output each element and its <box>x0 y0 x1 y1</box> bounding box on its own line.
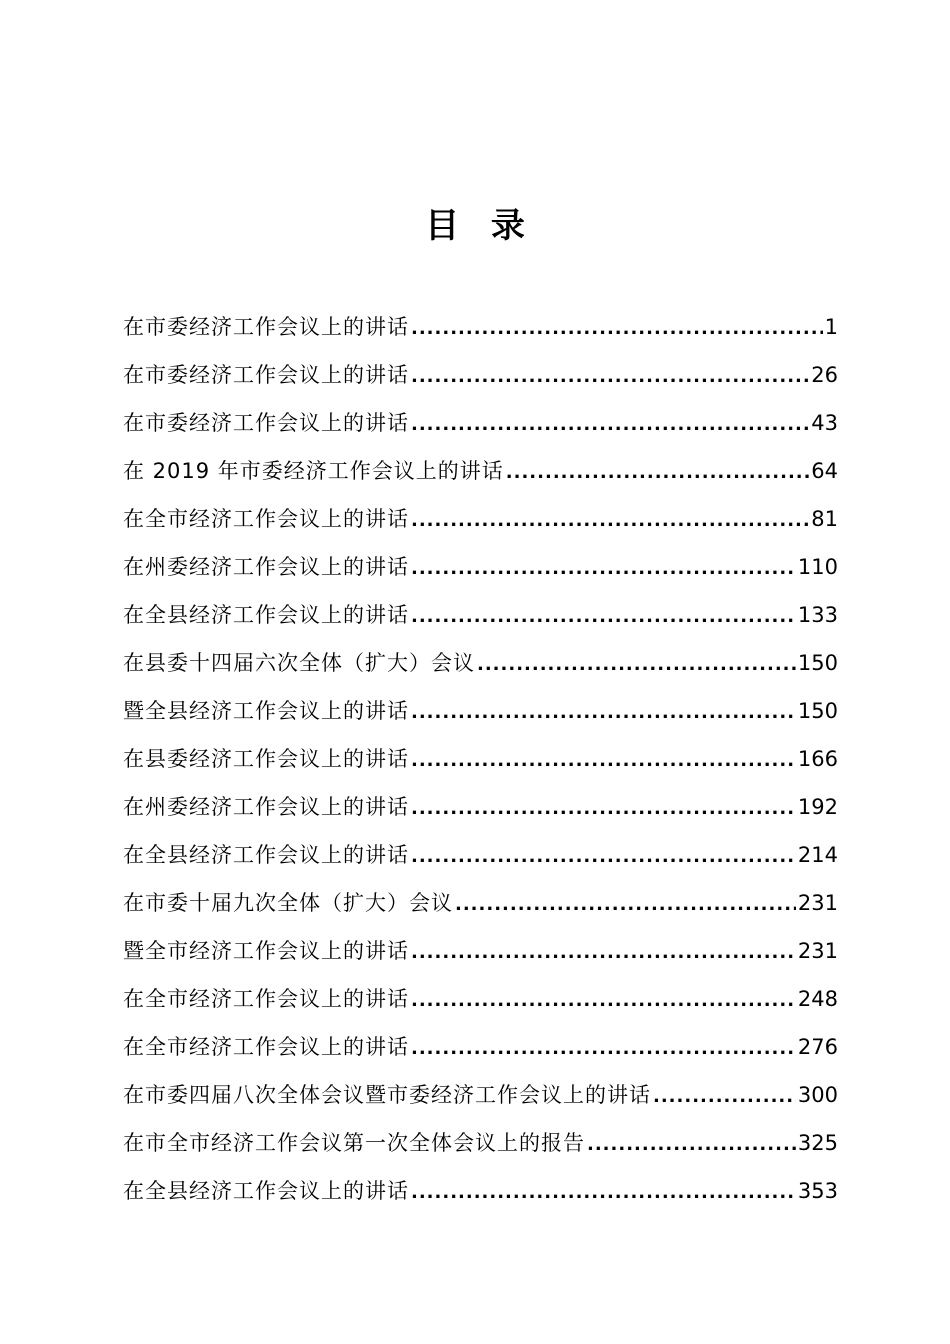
toc-dot-leader <box>411 305 823 353</box>
toc-entry[interactable] <box>123 735 838 783</box>
toc-dot-leader <box>411 1025 796 1073</box>
toc-page-number: 231 <box>797 939 838 963</box>
toc-dot-leader <box>411 785 796 833</box>
toc-dot-leader <box>653 1073 796 1121</box>
toc-entry[interactable] <box>123 879 838 927</box>
toc-entry-title: 在市委四届八次全体会议暨市委经济工作会议上的讲话 <box>123 1083 651 1107</box>
toc-page-number: 150 <box>797 651 838 675</box>
toc-entry[interactable] <box>123 687 838 735</box>
toc-page-number: 64 <box>811 459 838 483</box>
toc-entry-title: 在全县经济工作会议上的讲话 <box>123 1179 409 1203</box>
toc-page-number: 248 <box>797 987 838 1011</box>
toc-page-number: 26 <box>811 363 838 387</box>
toc-dot-leader <box>411 401 809 449</box>
page-title: 目 录 <box>425 206 535 246</box>
toc-entry[interactable] <box>123 1071 838 1119</box>
toc-page-number: 231 <box>797 891 838 915</box>
toc-page-number: 276 <box>797 1035 838 1059</box>
toc-entry[interactable] <box>123 975 838 1023</box>
toc-entry-title: 暨全县经济工作会议上的讲话 <box>123 699 409 723</box>
toc-dot-leader <box>455 881 796 929</box>
toc-entry[interactable] <box>123 1023 838 1071</box>
toc-page-number: 214 <box>797 843 838 867</box>
toc-entry-title: 暨全市经济工作会议上的讲话 <box>123 939 409 963</box>
table-of-contents <box>123 303 838 1215</box>
toc-page-number: 43 <box>811 411 838 435</box>
toc-entry-title: 在县委经济工作会议上的讲话 <box>123 747 409 771</box>
toc-entry[interactable] <box>123 831 838 879</box>
toc-dot-leader <box>411 833 796 881</box>
toc-entry[interactable] <box>123 447 838 495</box>
toc-dot-leader <box>411 497 809 545</box>
toc-dot-leader <box>411 737 796 785</box>
toc-entry-title: 在市委经济工作会议上的讲话 <box>123 315 409 339</box>
toc-page-number: 300 <box>797 1083 838 1107</box>
toc-page-number: 81 <box>811 507 838 531</box>
toc-entry[interactable] <box>123 399 838 447</box>
toc-page-number: 166 <box>797 747 838 771</box>
toc-dot-leader <box>411 929 796 977</box>
toc-dot-leader <box>587 1121 796 1169</box>
toc-page-number: 1 <box>824 315 838 339</box>
toc-dot-leader <box>411 977 796 1025</box>
toc-entry-title: 在 2019 年市委经济工作会议上的讲话 <box>123 459 504 483</box>
toc-entry-title: 在市委经济工作会议上的讲话 <box>123 363 409 387</box>
toc-page-number: 353 <box>797 1179 838 1203</box>
toc-entry-title: 在县委十四届六次全体（扩大）会议 <box>123 651 475 675</box>
toc-page-number: 133 <box>797 603 838 627</box>
toc-entry-title: 在全市经济工作会议上的讲话 <box>123 987 409 1011</box>
toc-entry-title: 在市全市经济工作会议第一次全体会议上的报告 <box>123 1131 585 1155</box>
toc-entry-title: 在全市经济工作会议上的讲话 <box>123 1035 409 1059</box>
toc-entry-title: 在全县经济工作会议上的讲话 <box>123 843 409 867</box>
toc-entry[interactable] <box>123 783 838 831</box>
toc-entry-title: 在州委经济工作会议上的讲话 <box>123 555 409 579</box>
toc-dot-leader <box>506 449 809 497</box>
toc-entry[interactable] <box>123 639 838 687</box>
toc-page-number: 192 <box>797 795 838 819</box>
toc-dot-leader <box>411 689 796 737</box>
toc-entry-title: 在全县经济工作会议上的讲话 <box>123 603 409 627</box>
toc-entry[interactable] <box>123 591 838 639</box>
toc-entry-title: 在市委十届九次全体（扩大）会议 <box>123 891 453 915</box>
toc-dot-leader <box>411 593 796 641</box>
toc-entry[interactable] <box>123 495 838 543</box>
toc-entry[interactable] <box>123 1119 838 1167</box>
toc-dot-leader <box>411 1169 796 1217</box>
toc-dot-leader <box>411 353 809 401</box>
toc-page-number: 110 <box>797 555 838 579</box>
toc-dot-leader <box>411 545 796 593</box>
toc-entry[interactable] <box>123 303 838 351</box>
toc-page-number: 325 <box>797 1131 838 1155</box>
toc-entry[interactable] <box>123 1167 838 1215</box>
toc-page-number: 150 <box>797 699 838 723</box>
toc-entry-title: 在全市经济工作会议上的讲话 <box>123 507 409 531</box>
toc-entry-title: 在市委经济工作会议上的讲话 <box>123 411 409 435</box>
toc-entry[interactable] <box>123 351 838 399</box>
toc-entry[interactable] <box>123 927 838 975</box>
toc-entry-title: 在州委经济工作会议上的讲话 <box>123 795 409 819</box>
toc-entry[interactable] <box>123 543 838 591</box>
toc-dot-leader <box>477 641 796 689</box>
